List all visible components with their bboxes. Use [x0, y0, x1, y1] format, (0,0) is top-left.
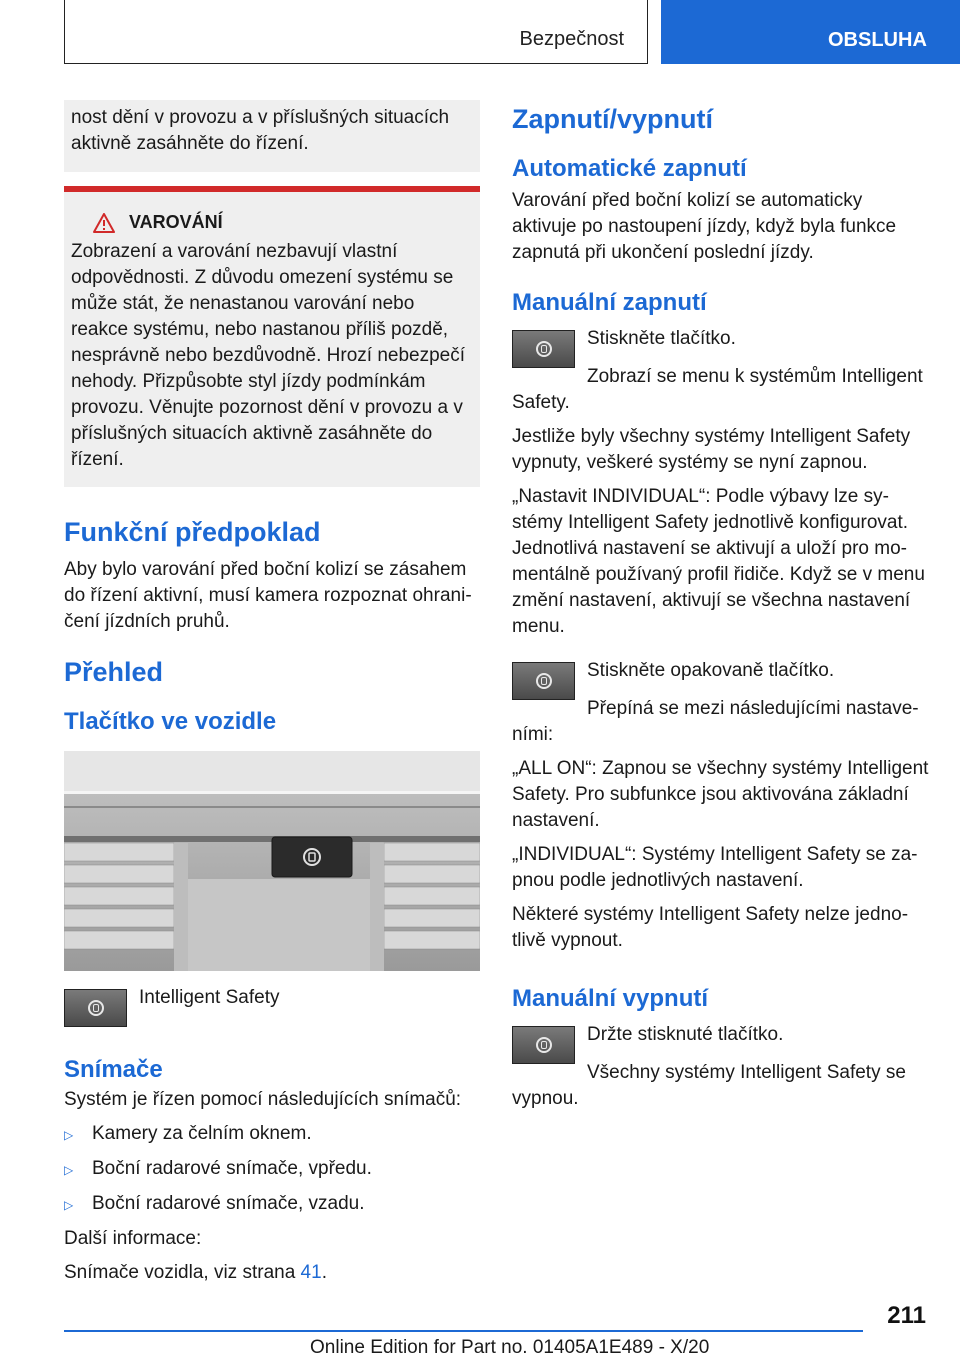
list-item: ▷ Kamery za čelním oknem. — [64, 1121, 480, 1148]
some-systems-text: Některé systémy Intelligent Safety nelze jednotlivě vypnout. — [512, 904, 909, 951]
individual-setting-text: „Nastavit INDIVIDUAL“: Podle výbavy lze systémy Intelligent Safety jednotlivě konfigurovat. Jednotlivá nastavení se aktivují a uloží pro momentálně používaný profil řidiče. Když se v menu změní nastavení, aktivují se všechna nastavení menu. — [512, 486, 925, 637]
heading-prerequisite: Funkční předpoklad — [64, 517, 321, 547]
press-repeat-row — [512, 660, 930, 700]
warning-heading — [93, 212, 472, 233]
all-off-text: Jestliže byly všechny systémy Intelligent Safety vypnuty, veškeré systémy se nyní zapnou. — [512, 426, 911, 473]
intelligent-safety-button-image — [64, 989, 127, 1027]
intelligent-safety-icon — [536, 673, 552, 689]
prerequisite-text: Aby bylo varování před boční kolizí se zásahem do řízení aktivní, musí kamera rozpoznat ohraničení jízdních pruhů. — [64, 559, 472, 632]
continued-note-box — [64, 100, 480, 172]
intelligent-safety-button-image — [512, 662, 575, 700]
triangle-bullet-icon: ▷ — [64, 1163, 74, 1177]
warning-title: VAROVÁNÍ — [129, 212, 223, 232]
sensor-list — [64, 1121, 480, 1218]
continued-note-text: nost dění v provozu a v příslušných situacích aktivně zasáhněte do řízení. — [71, 107, 450, 154]
all-off-result-text: Všechny systémy Intelligent Safety se vypnou. — [512, 1062, 906, 1109]
intelligent-safety-icon — [536, 1037, 552, 1053]
heading-manual-off: Manuální vypnutí — [512, 985, 709, 1012]
left-column — [64, 100, 480, 1294]
footer-edition: Online Edition for Part no. 01405A1E489 - X/20 — [310, 1337, 710, 1358]
heading-on-off: Zapnutí/vypnutí — [512, 104, 713, 134]
toggle-text: Přepíná se mezi následujícími nastaveními: — [512, 698, 919, 745]
cross-reference: Snímače vozidla, viz strana 41. — [64, 1262, 327, 1283]
right-column — [512, 100, 930, 1120]
button-legend-label: Intelligent Safety — [139, 987, 280, 1008]
heading-automatic-on: Automatické zapnutí — [512, 155, 747, 182]
page-number: 211 — [887, 1302, 926, 1329]
button-legend-row — [64, 987, 480, 1027]
warning-triangle-icon — [93, 213, 115, 233]
press-button-row — [512, 328, 930, 368]
menu-shown-text: Zobrazí se menu k systémům Intelligent Safety. — [512, 366, 923, 413]
intelligent-safety-button-image — [512, 1026, 575, 1064]
hold-button-text: Držte stisknuté tlačítko. — [587, 1024, 784, 1045]
intelligent-safety-icon — [536, 341, 552, 357]
page-reference-link[interactable]: 41 — [300, 1262, 322, 1283]
triangle-bullet-icon: ▷ — [64, 1128, 74, 1142]
list-item: ▷ Boční radarové snímače, vpředu. — [64, 1156, 480, 1183]
press-button-text: Stiskněte tlačítko. — [587, 328, 736, 349]
heading-button-in-vehicle: Tlačítko ve vozidle — [64, 708, 277, 735]
dashboard-button-photo — [64, 751, 480, 971]
more-info-label: Další informace: — [64, 1228, 202, 1249]
intelligent-safety-button-image — [512, 330, 575, 368]
individual-mode-text: „INDIVIDUAL“: Systémy Intelligent Safety se zapnou podle jednotlivých nastavení. — [512, 844, 918, 891]
header-section-title: Bezpečnost — [519, 28, 624, 50]
sensors-intro: Systém je řízen pomocí následujících snímačů: — [64, 1089, 462, 1110]
warning-box — [64, 186, 480, 487]
intelligent-safety-icon — [88, 1000, 104, 1016]
press-repeat-text: Stiskněte opakovaně tlačítko. — [587, 660, 835, 681]
footer-divider — [64, 1330, 863, 1332]
warning-text: Zobrazení a varování nezbavují vlastní odpovědnosti. Z důvodu omezení systému se může stát, že nenastanou varování nebo reakce systému, nebo nastanou příliš pozdě, nesprávně nebo bezdůvodně. Hrozí nebezpečí nehody. Přizpůsobte styl jízdy podmínkám provozu. Věnujte pozornost dění v provozu a v příslušných situacích aktivně zasáhněte do řízení. — [71, 241, 465, 470]
all-on-text: „ALL ON“: Zapnou se všechny systémy Intelligent Safety. Pro subfunkce jsou aktivována základní nastavení. — [512, 758, 929, 831]
list-item: ▷ Boční radarové snímače, vzadu. — [64, 1191, 480, 1218]
heading-overview: Přehled — [64, 657, 164, 687]
triangle-bullet-icon: ▷ — [64, 1198, 74, 1212]
heading-manual-on: Manuální zapnutí — [512, 289, 707, 316]
header-chapter-tab: OBSLUHA — [661, 0, 960, 64]
heading-sensors: Snímače — [64, 1056, 163, 1083]
automatic-on-text: Varování před boční kolizí se automaticky aktivuje po nastoupení jízdy, když byla funkce zapnutá při ukončení poslední jízdy. — [512, 190, 897, 263]
hold-button-row — [512, 1024, 930, 1064]
